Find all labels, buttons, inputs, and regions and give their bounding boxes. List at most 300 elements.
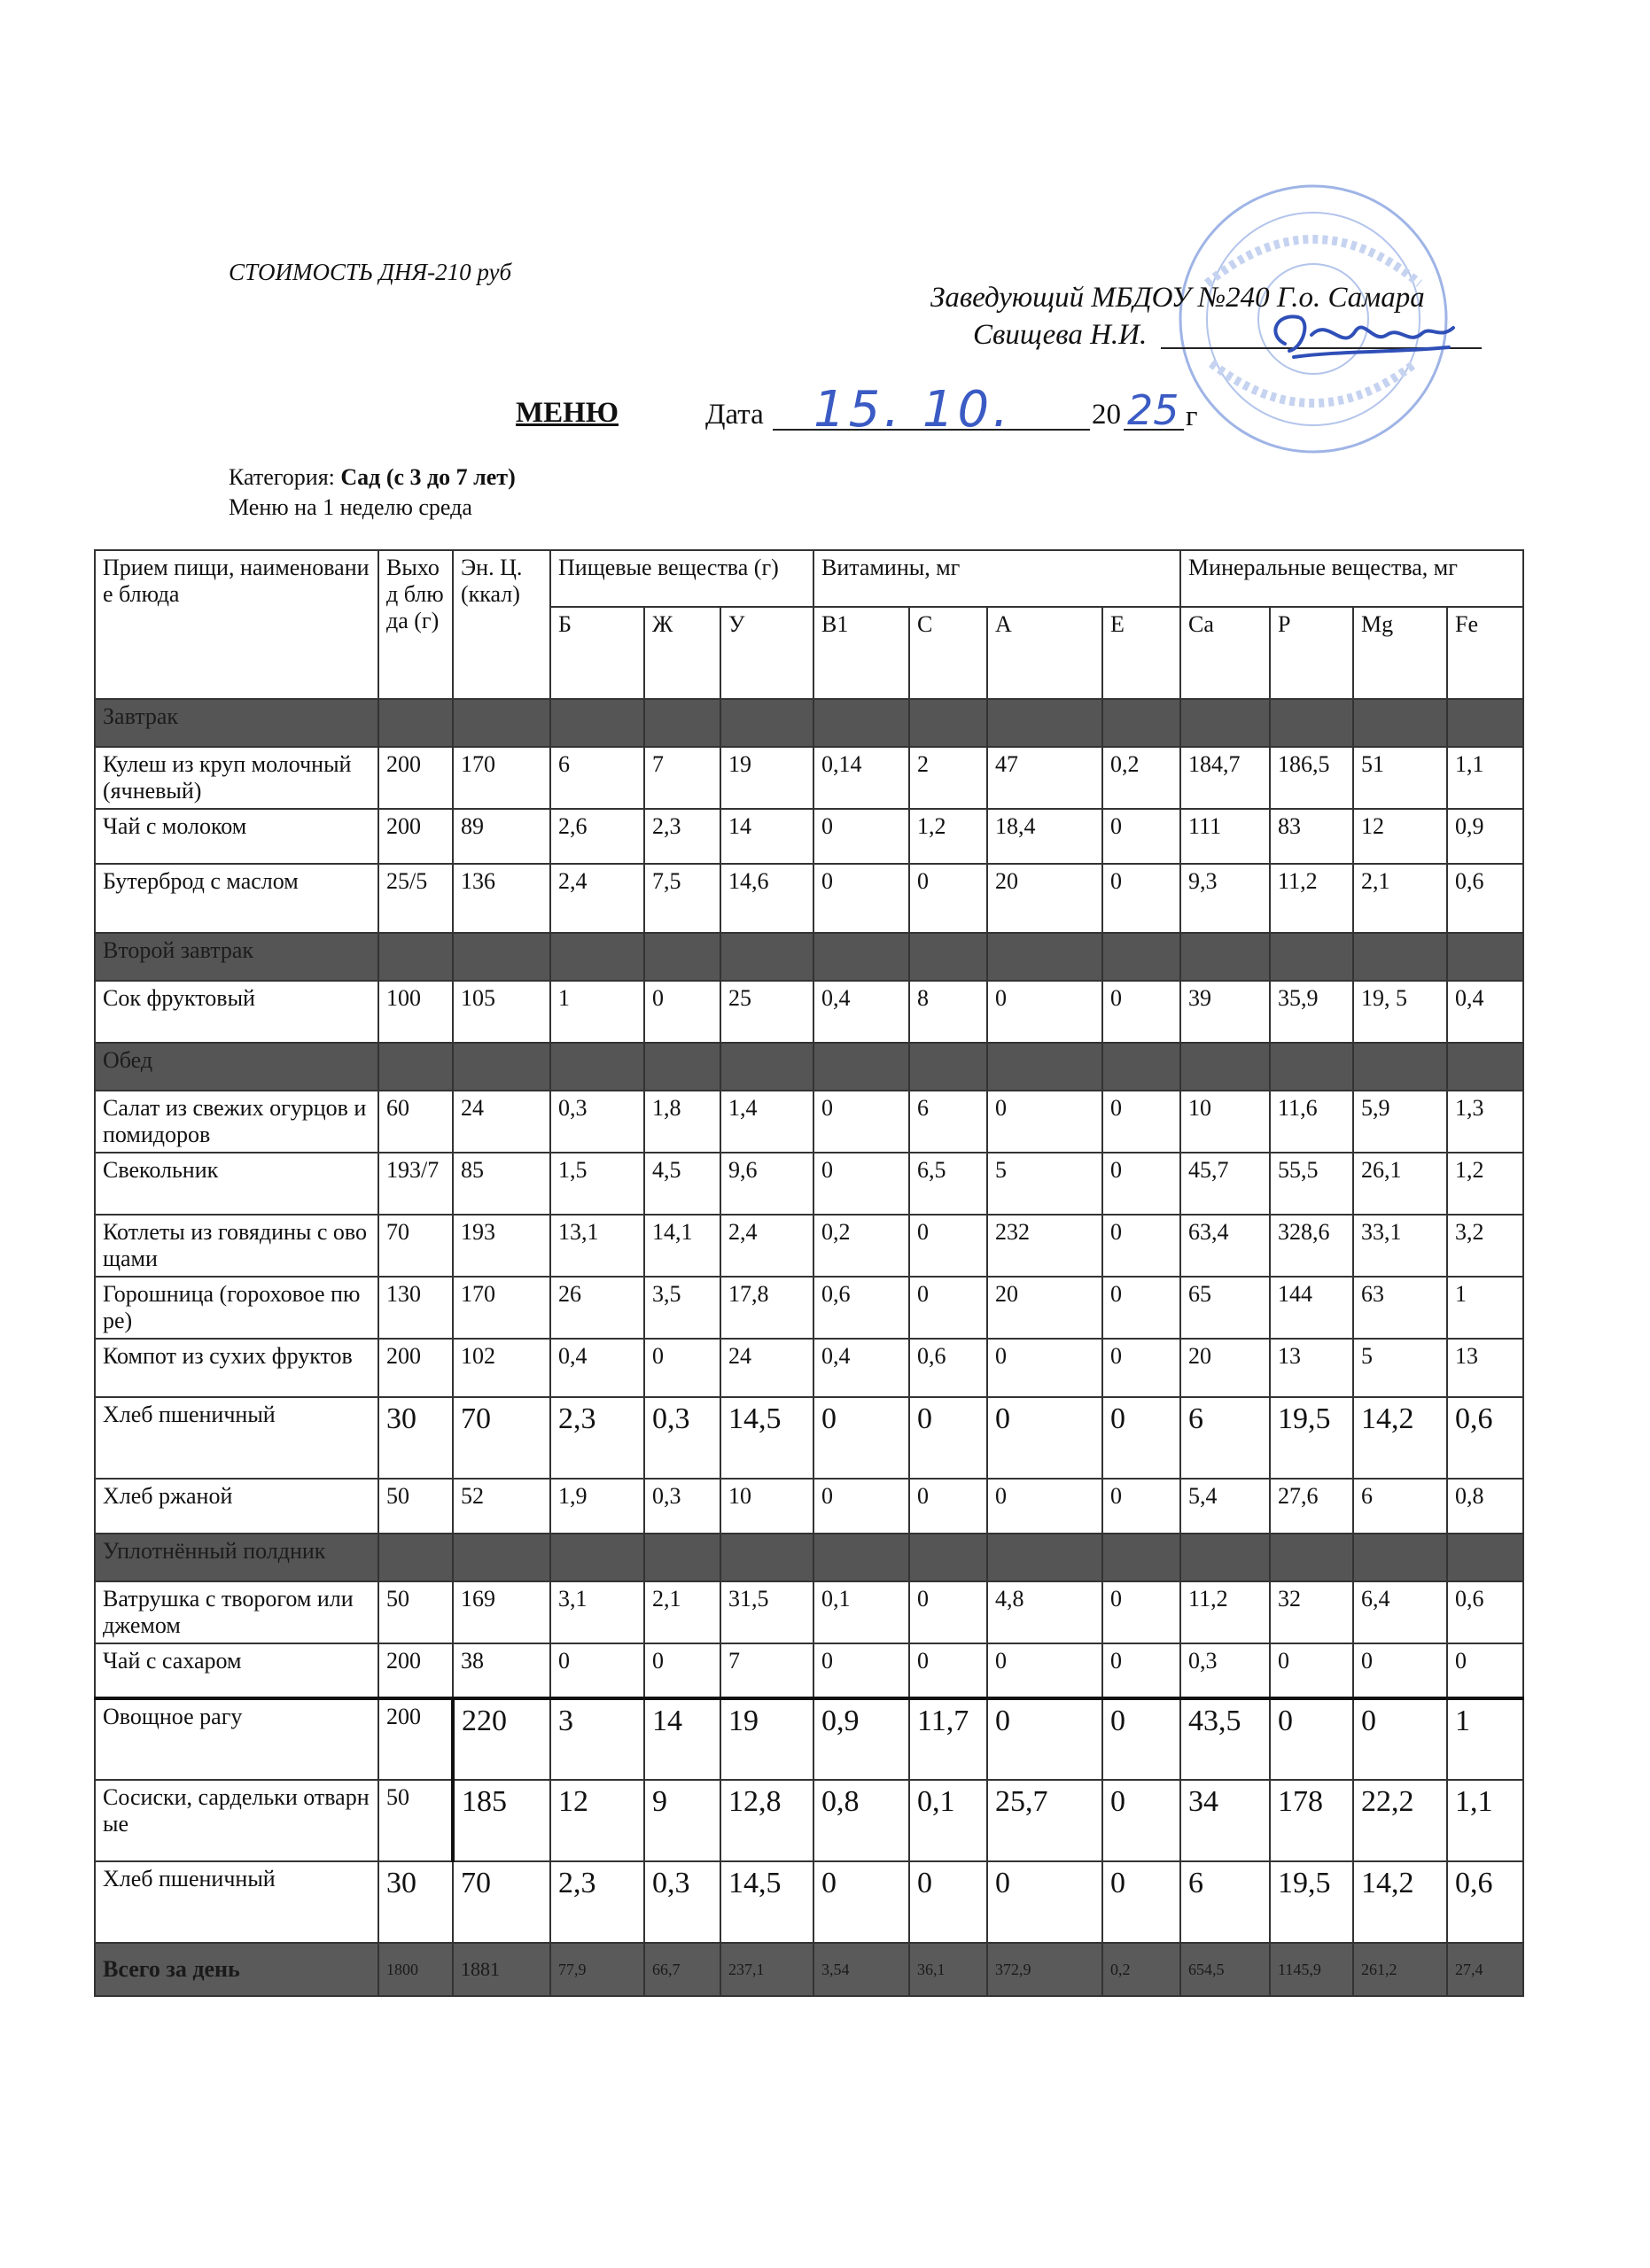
cell-value: 22,2 <box>1353 1780 1447 1861</box>
category <box>229 464 516 491</box>
cell-value: 1,4 <box>720 1091 813 1153</box>
cell-value: 50 <box>378 1780 453 1861</box>
cell-value: 193/7 <box>378 1153 453 1215</box>
cell-value: 0 <box>813 1643 909 1698</box>
approver-name: Свищева Н.И. <box>973 319 1148 351</box>
section-cell <box>644 1043 720 1091</box>
section-cell <box>1447 699 1523 747</box>
cell-value: 2,4 <box>720 1215 813 1277</box>
cell-value: 13,1 <box>550 1215 644 1277</box>
cell-value: 0 <box>644 1339 720 1397</box>
cell-value: 1 <box>1447 1698 1523 1780</box>
cell-value: 18,4 <box>987 809 1102 864</box>
cell-value: 0 <box>1102 1091 1180 1153</box>
cell-value: 70 <box>453 1861 550 1943</box>
cell-value: 19 <box>720 1698 813 1780</box>
cell-value: 6 <box>550 747 644 809</box>
section-cell <box>550 1534 644 1581</box>
cell-value: 3,1 <box>550 1581 644 1643</box>
cell-value: 0,6 <box>1447 1581 1523 1643</box>
section-cell <box>453 933 550 981</box>
section-cell <box>909 1043 987 1091</box>
subcol-header: С <box>909 607 987 699</box>
cell-value: 60 <box>378 1091 453 1153</box>
cell-value: 27,6 <box>1270 1479 1353 1534</box>
section-cell <box>987 933 1102 981</box>
cell-value: 0,8 <box>813 1780 909 1861</box>
cell-value: 170 <box>453 1277 550 1339</box>
cell-value: 70 <box>378 1215 453 1277</box>
cell-value: 100 <box>378 981 453 1043</box>
cell-value: 5 <box>987 1153 1102 1215</box>
col-yield: Выход блюда (г) <box>378 550 453 699</box>
section-cell <box>720 699 813 747</box>
section-cell <box>813 933 909 981</box>
handwritten-signature <box>1258 308 1462 363</box>
cell-value: 0 <box>1102 864 1180 933</box>
section-label: Завтрак <box>95 699 378 747</box>
cell-value: 0 <box>1102 981 1180 1043</box>
cell-value: 0 <box>550 1643 644 1698</box>
cell-value: 0,3 <box>550 1091 644 1153</box>
cell-value: 200 <box>378 1339 453 1397</box>
section-cell <box>1270 699 1353 747</box>
cell-value: 39 <box>1180 981 1270 1043</box>
cell-value: 0 <box>987 1643 1102 1698</box>
table-row <box>95 1215 1523 1277</box>
approver-position: Заведующий МБДОУ №240 Г.о. Самара <box>930 282 1425 314</box>
cell-value: 11,6 <box>1270 1091 1353 1153</box>
cell-value: 13 <box>1270 1339 1353 1397</box>
section-row <box>95 933 1523 981</box>
cell-value: 0,4 <box>813 1339 909 1397</box>
cell-value: 32 <box>1270 1581 1353 1643</box>
cell-value: 9,3 <box>1180 864 1270 933</box>
cell-value: 1 <box>550 981 644 1043</box>
cell-value: 0 <box>909 1479 987 1534</box>
section-label: Уплотнённый полдник <box>95 1534 378 1581</box>
dish-name: Сок фруктовый <box>95 981 378 1043</box>
section-cell <box>453 1534 550 1581</box>
cell-value: 0,9 <box>1447 809 1523 864</box>
cell-value: 24 <box>720 1339 813 1397</box>
cell-value: 52 <box>453 1479 550 1534</box>
table-row <box>95 1861 1523 1943</box>
dish-name: Чай с сахаром <box>95 1643 378 1698</box>
cell-value: 1,8 <box>644 1091 720 1153</box>
total-value: 1800 <box>378 1943 453 1996</box>
cell-value: 14,2 <box>1353 1397 1447 1479</box>
cell-value: 2,4 <box>550 864 644 933</box>
section-cell <box>378 933 453 981</box>
category-value: Сад (с 3 до 7 лет) <box>340 464 516 490</box>
cell-value: 0 <box>987 1861 1102 1943</box>
cell-value: 0,6 <box>1447 1397 1523 1479</box>
cell-value: 0 <box>1102 1861 1180 1943</box>
cell-value: 7 <box>644 747 720 809</box>
total-value: 66,7 <box>644 1943 720 1996</box>
table-row <box>95 1277 1523 1339</box>
cell-value: 170 <box>453 747 550 809</box>
dish-name: Горошница (гороховое пюре) <box>95 1277 378 1339</box>
col-energy: Эн. Ц. (ккал) <box>453 550 550 699</box>
section-cell <box>813 1043 909 1091</box>
total-value: 27,4 <box>1447 1943 1523 1996</box>
subcol-header: У <box>720 607 813 699</box>
cell-value: 0 <box>1353 1698 1447 1780</box>
total-value: 372,9 <box>987 1943 1102 1996</box>
cell-value: 0 <box>1102 1479 1180 1534</box>
cell-value: 0,4 <box>550 1339 644 1397</box>
cell-value: 0,3 <box>644 1861 720 1943</box>
total-label: Всего за день <box>95 1943 378 1996</box>
cell-value: 4,8 <box>987 1581 1102 1643</box>
cell-value: 26 <box>550 1277 644 1339</box>
cell-value: 0 <box>1353 1643 1447 1698</box>
cell-value: 26,1 <box>1353 1153 1447 1215</box>
col-nutrients: Пищевые вещества (г) <box>550 550 813 607</box>
cell-value: 0 <box>813 864 909 933</box>
section-cell <box>813 699 909 747</box>
section-cell <box>720 1534 813 1581</box>
cell-value: 232 <box>987 1215 1102 1277</box>
subcol-header: В1 <box>813 607 909 699</box>
subcol-header: Fe <box>1447 607 1523 699</box>
cell-value: 0 <box>813 1091 909 1153</box>
cell-value: 50 <box>378 1581 453 1643</box>
table-row <box>95 1339 1523 1397</box>
cell-value: 0 <box>813 1479 909 1534</box>
cell-value: 0 <box>813 1397 909 1479</box>
cell-value: 6 <box>1353 1479 1447 1534</box>
cell-value: 0 <box>1270 1643 1353 1698</box>
cell-value: 12 <box>550 1780 644 1861</box>
cell-value: 35,9 <box>1270 981 1353 1043</box>
total-value: 1881 <box>453 1943 550 1996</box>
cell-value: 8 <box>909 981 987 1043</box>
cell-value: 0 <box>909 864 987 933</box>
cell-value: 0 <box>1102 1153 1180 1215</box>
cell-value: 0 <box>987 1339 1102 1397</box>
cell-value: 6,5 <box>909 1153 987 1215</box>
date-label: Дата <box>705 399 764 431</box>
total-row <box>95 1943 1523 1996</box>
cell-value: 0,6 <box>909 1339 987 1397</box>
section-cell <box>378 1534 453 1581</box>
cell-value: 70 <box>453 1397 550 1479</box>
cell-value: 89 <box>453 809 550 864</box>
cell-value: 45,7 <box>1180 1153 1270 1215</box>
cell-value: 0 <box>644 1643 720 1698</box>
cell-value: 178 <box>1270 1780 1353 1861</box>
dish-name: Сосиски, сардельки отварные <box>95 1780 378 1861</box>
cell-value: 0 <box>987 1091 1102 1153</box>
section-cell <box>987 699 1102 747</box>
cell-value: 0 <box>1102 1780 1180 1861</box>
cell-value: 19,5 <box>1270 1861 1353 1943</box>
cell-value: 186,5 <box>1270 747 1353 809</box>
cell-value: 169 <box>453 1581 550 1643</box>
menu-title: МЕНЮ <box>516 397 619 429</box>
col-vitamins: Витамины, мг <box>813 550 1180 607</box>
section-cell <box>813 1534 909 1581</box>
total-value: 36,1 <box>909 1943 987 1996</box>
cell-value: 14 <box>644 1698 720 1780</box>
section-cell <box>453 699 550 747</box>
cell-value: 200 <box>378 1698 453 1780</box>
cell-value: 0,6 <box>1447 864 1523 933</box>
dish-name: Кулеш из круп молочный (ячневый) <box>95 747 378 809</box>
section-cell <box>1102 933 1180 981</box>
category-label: Категория: <box>229 464 341 490</box>
cell-value: 0,9 <box>813 1698 909 1780</box>
cell-value: 31,5 <box>720 1581 813 1643</box>
cell-value: 4,5 <box>644 1153 720 1215</box>
section-cell <box>1102 699 1180 747</box>
cell-value: 1 <box>1447 1277 1523 1339</box>
cell-value: 83 <box>1270 809 1353 864</box>
cell-value: 0,3 <box>644 1397 720 1479</box>
section-cell <box>1180 933 1270 981</box>
cell-value: 0,3 <box>644 1479 720 1534</box>
dish-name: Овощное рагу <box>95 1698 378 1780</box>
cell-value: 63 <box>1353 1277 1447 1339</box>
cell-value: 0,2 <box>813 1215 909 1277</box>
cell-value: 20 <box>1180 1339 1270 1397</box>
cell-value: 0 <box>909 1861 987 1943</box>
cell-value: 12 <box>1353 809 1447 864</box>
cell-value: 10 <box>1180 1091 1270 1153</box>
section-cell <box>1180 699 1270 747</box>
cell-value: 30 <box>378 1397 453 1479</box>
cell-value: 0 <box>1102 1643 1180 1698</box>
cell-value: 14,5 <box>720 1861 813 1943</box>
subcol-header: Mg <box>1353 607 1447 699</box>
cell-value: 11,7 <box>909 1698 987 1780</box>
cell-value: 34 <box>1180 1780 1270 1861</box>
cell-value: 0,14 <box>813 747 909 809</box>
section-cell <box>1180 1043 1270 1091</box>
cell-value: 9 <box>644 1780 720 1861</box>
cell-value: 0 <box>1102 1215 1180 1277</box>
cell-value: 6 <box>909 1091 987 1153</box>
cell-value: 200 <box>378 1643 453 1698</box>
cell-value: 2 <box>909 747 987 809</box>
menu-table <box>94 549 1524 1997</box>
section-cell <box>1270 933 1353 981</box>
section-cell <box>1353 1534 1447 1581</box>
dish-name: Котлеты из говядины с овощами <box>95 1215 378 1277</box>
section-cell <box>378 699 453 747</box>
cell-value: 6 <box>1180 1397 1270 1479</box>
section-cell <box>644 933 720 981</box>
section-cell <box>1447 1043 1523 1091</box>
cell-value: 0 <box>813 1153 909 1215</box>
section-row <box>95 1043 1523 1091</box>
cell-value: 5,4 <box>1180 1479 1270 1534</box>
section-label: Второй завтрак <box>95 933 378 981</box>
cell-value: 0 <box>644 981 720 1043</box>
cell-value: 0 <box>813 809 909 864</box>
section-cell <box>550 699 644 747</box>
cell-value: 0,6 <box>813 1277 909 1339</box>
year-prefix: 20 <box>1092 399 1121 431</box>
cell-value: 14,5 <box>720 1397 813 1479</box>
cell-value: 0 <box>909 1277 987 1339</box>
dish-name: Свекольник <box>95 1153 378 1215</box>
section-cell <box>644 1534 720 1581</box>
dish-name: Хлеб пшеничный <box>95 1861 378 1943</box>
dish-name: Хлеб ржаной <box>95 1479 378 1534</box>
cell-value: 0,4 <box>813 981 909 1043</box>
cell-value: 20 <box>987 1277 1102 1339</box>
cell-value: 30 <box>378 1861 453 1943</box>
table-row <box>95 1479 1523 1534</box>
cell-value: 1,3 <box>1447 1091 1523 1153</box>
day-cost: СТОИМОСТЬ ДНЯ-210 руб <box>229 259 512 285</box>
table-row <box>95 1153 1523 1215</box>
cell-value: 102 <box>453 1339 550 1397</box>
cell-value: 1,2 <box>909 809 987 864</box>
dish-name: Салат из свежих огурцов и помидоров <box>95 1091 378 1153</box>
cell-value: 0 <box>1102 1698 1180 1780</box>
cell-value: 14 <box>720 809 813 864</box>
cell-value: 51 <box>1353 747 1447 809</box>
total-value: 3,54 <box>813 1943 909 1996</box>
section-cell <box>1102 1534 1180 1581</box>
section-cell <box>550 933 644 981</box>
cell-value: 0 <box>1102 1397 1180 1479</box>
section-cell <box>720 1043 813 1091</box>
cell-value: 2,3 <box>644 809 720 864</box>
table-row <box>95 1581 1523 1643</box>
cell-value: 3,5 <box>644 1277 720 1339</box>
cell-value: 7 <box>720 1643 813 1698</box>
cell-value: 200 <box>378 809 453 864</box>
cell-value: 0,1 <box>909 1780 987 1861</box>
total-value: 0,2 <box>1102 1943 1180 1996</box>
cell-value: 47 <box>987 747 1102 809</box>
subcol-header: А <box>987 607 1102 699</box>
cell-value: 17,8 <box>720 1277 813 1339</box>
col-minerals: Минеральные вещества, мг <box>1180 550 1523 607</box>
dish-name: Чай с молоком <box>95 809 378 864</box>
cell-value: 0 <box>1102 1339 1180 1397</box>
cell-value: 0 <box>909 1215 987 1277</box>
table-row <box>95 1397 1523 1479</box>
cell-value: 5,9 <box>1353 1091 1447 1153</box>
table-row <box>95 747 1523 809</box>
cell-value: 19 <box>720 747 813 809</box>
cell-value: 105 <box>453 981 550 1043</box>
cell-value: 13 <box>1447 1339 1523 1397</box>
section-cell <box>1447 933 1523 981</box>
cell-value: 0 <box>1102 1581 1180 1643</box>
cell-value: 2,1 <box>644 1581 720 1643</box>
section-cell <box>987 1043 1102 1091</box>
cell-value: 0 <box>909 1643 987 1698</box>
cell-value: 19, 5 <box>1353 981 1447 1043</box>
cell-value: 38 <box>453 1643 550 1698</box>
week-label: Меню на 1 неделю среда <box>229 494 472 520</box>
section-cell <box>1270 1534 1353 1581</box>
table-row <box>95 1091 1523 1153</box>
total-value: 1145,9 <box>1270 1943 1353 1996</box>
cell-value: 2,1 <box>1353 864 1447 933</box>
cell-value: 0 <box>987 1698 1102 1780</box>
section-cell <box>1353 1043 1447 1091</box>
total-value: 654,5 <box>1180 1943 1270 1996</box>
cell-value: 14,6 <box>720 864 813 933</box>
total-value: 261,2 <box>1353 1943 1447 1996</box>
dish-name: Хлеб пшеничный <box>95 1397 378 1479</box>
section-cell <box>644 699 720 747</box>
cell-value: 1,2 <box>1447 1153 1523 1215</box>
cell-value: 0 <box>909 1397 987 1479</box>
subcol-header: Б <box>550 607 644 699</box>
table-row <box>95 981 1523 1043</box>
cell-value: 25,7 <box>987 1780 1102 1861</box>
cell-value: 11,2 <box>1180 1581 1270 1643</box>
cell-value: 25 <box>720 981 813 1043</box>
section-cell <box>1353 933 1447 981</box>
section-cell <box>909 933 987 981</box>
cell-value: 0 <box>909 1581 987 1643</box>
section-cell <box>550 1043 644 1091</box>
cell-value: 193 <box>453 1215 550 1277</box>
cell-value: 0 <box>813 1861 909 1943</box>
cell-value: 2,3 <box>550 1397 644 1479</box>
cell-value: 2,6 <box>550 809 644 864</box>
cell-value: 9,6 <box>720 1153 813 1215</box>
table-row <box>95 1698 1523 1780</box>
cell-value: 7,5 <box>644 864 720 933</box>
cell-value: 144 <box>1270 1277 1353 1339</box>
cell-value: 220 <box>453 1698 550 1780</box>
cell-value: 184,7 <box>1180 747 1270 809</box>
cell-value: 12,8 <box>720 1780 813 1861</box>
table-row <box>95 1780 1523 1861</box>
subcol-header: Са <box>1180 607 1270 699</box>
subcol-header: Ж <box>644 607 720 699</box>
subcol-header: Е <box>1102 607 1180 699</box>
cell-value: 0,2 <box>1102 747 1180 809</box>
cell-value: 43,5 <box>1180 1698 1270 1780</box>
dish-name: Бутерброд с маслом <box>95 864 378 933</box>
section-row <box>95 699 1523 747</box>
section-row <box>95 1534 1523 1581</box>
handwritten-date: 15. 10. <box>813 381 1012 439</box>
table-row <box>95 809 1523 864</box>
cell-value: 1,1 <box>1447 747 1523 809</box>
cell-value: 5 <box>1353 1339 1447 1397</box>
cell-value: 2,3 <box>550 1861 644 1943</box>
cell-value: 0,4 <box>1447 981 1523 1043</box>
section-cell <box>720 933 813 981</box>
cell-value: 55,5 <box>1270 1153 1353 1215</box>
cell-value: 1,9 <box>550 1479 644 1534</box>
cell-value: 200 <box>378 747 453 809</box>
cell-value: 11,2 <box>1270 864 1353 933</box>
cell-value: 1,1 <box>1447 1780 1523 1861</box>
cell-value: 0 <box>1102 1277 1180 1339</box>
cell-value: 33,1 <box>1353 1215 1447 1277</box>
year-suffix: г <box>1186 400 1198 432</box>
section-cell <box>987 1534 1102 1581</box>
cell-value: 130 <box>378 1277 453 1339</box>
section-cell <box>1353 699 1447 747</box>
cell-value: 6 <box>1180 1861 1270 1943</box>
